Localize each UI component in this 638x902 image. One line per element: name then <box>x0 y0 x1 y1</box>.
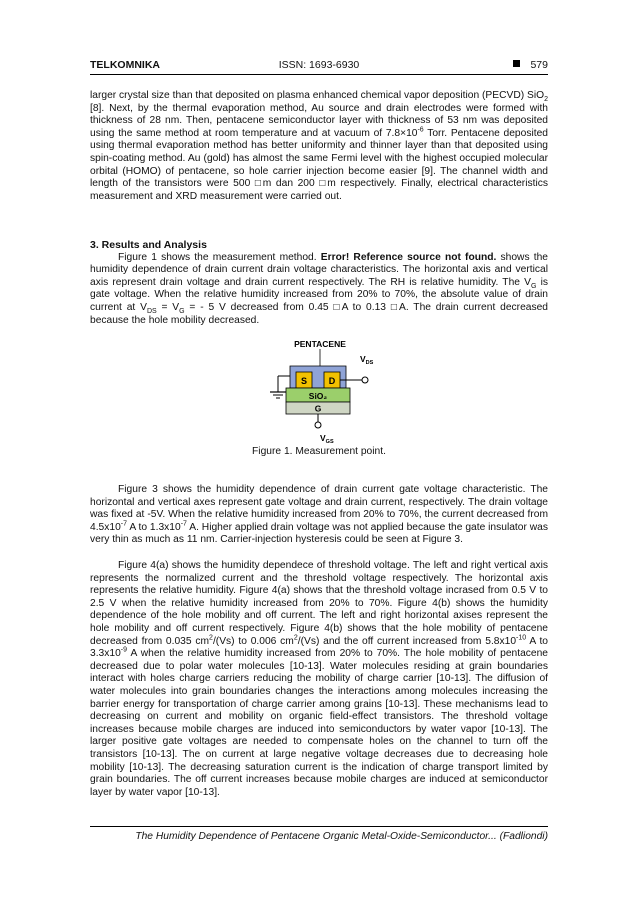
vgs-terminal <box>315 422 321 428</box>
square-bullet-icon <box>513 60 520 67</box>
figure3-paragraph: Figure 3 shows the humidity dependence of drain current gate voltage characteristic. The horizontal and vertical axes represent gate voltage and drain current, respectively. The drain voltage was fixed at -5V. When the relative humidity increased from 20% to 70%, the current decreased from $4.5x10^{-7}$ A to $1.3x10^{-7}$ A. Higher applied drain voltage was not applied because the gate insulator was very thin as much as 11 nm. Carrier-injection hysteresis could be seen at Figure 3. <box>90 484 548 546</box>
page-header <box>90 58 548 75</box>
reference-error: Error! Reference source not found. <box>320 251 497 263</box>
issn: ISSN: 1693-6930 <box>278 59 360 71</box>
results-section <box>90 239 548 327</box>
figure-caption: Figure 1. Measurement point. <box>252 446 386 457</box>
results-paragraph: Figure 1 shows the measurement method. Error! Reference source not found. shows the humidity dependence of drain current drain voltage characteristics. The horizontal axis and vertical axis represent drain voltage and drain current respectively. The RH is relative humidity. The $V_G$ is gate voltage. When the relative humidity increased from 20% to 70%, the absolute value of drain current at $V_{DS} = V_G$ = - 5 V decreased from 0.45 □A to 0.13 □A. The drain current decreased because the hole mobility decreased. <box>90 251 549 326</box>
sio2-label: SiO₂ <box>308 391 328 401</box>
page-number: 579 <box>530 59 548 71</box>
pentacene-label: PENTACENE <box>294 339 346 349</box>
measurement-diagram <box>266 338 384 444</box>
gate-label: G <box>314 403 322 414</box>
journal-name: TELKOMNIKA <box>90 59 160 71</box>
intro-paragraph: larger crystal size than that deposited on plasma enhanced chemical vapor deposition (PECVD) SiO$_2$ [8]. Next, by the thermal evaporation method, Au source and drain electrodes were formed with thickness of 28 nm. Then, pentacene semiconductor layer with thickness of 53 nm was deposited using the same method at room temperature and at vacuum of $7.8\times 10^{-6}$ Torr. Pentacene deposited using thermal evaporation method has better uniformity and thinner layer than that deposited using spin-coating method. Au (gold) has almost the same Fermi level with the highest occupied molecular orbital (HOMO) of pentacene, so hole carrier injection become easier [9]. The channel width and length of the transistors were 500 □m dan 200 □m respectively. Finally, electrical characteristics measurement and XRD measurement were carried out. <box>90 90 548 202</box>
vgs-label: $V_{GS}$ <box>320 433 334 444</box>
vds-label: $V_{DS}$ <box>360 354 374 366</box>
vds-terminal <box>362 377 368 383</box>
page-footer: The Humidity Dependence of Pentacene Organic Metal-Oxide-Semiconductor... (Fadliondi) <box>90 826 548 842</box>
section-heading: 3. Results and Analysis <box>90 239 207 251</box>
page-number-group <box>513 59 548 71</box>
drain-label: D <box>328 376 336 386</box>
source-label: S <box>300 376 308 386</box>
figure4-paragraph: Figure 4(a) shows the humidity dependece of threshold voltage. The left and right vertical axis represents the normalized current and the threshold voltage respectively. The horizontal axis represents the relative humidity. Figure 4(a) shows that the threshold voltage incrased from 0.5 V to 2.5 V when the relative humidity increased from 20% to 70%. Figure 4(b) shows the humidity dependence of the hole mobility and off current. The left and right horizontal axises represent the hole mobility and off current respectively. Figure 4(b) shows that the hole mobility of pentacene decreased from 0.035 $cm^2/(Vs)$ to 0.006 $cm^2/(Vs)$ and the off current increased from $5.8x10^{-10}$ A to $3.3x10^{-9}$ A when the relative humidity increased from 20% to 70%. The hole mobility of pentacene decreased due to polar water molecules [10-13]. Water molecules residing at grain boundaries interact with holes charge carriers reducing the mobility of charge carrier [10-13]. The diffusion of water molecules into grain boundaries changes the interactions among molecules increasing the barrier energy for transportation of charge carrier among grains [10-13]. These mechanisms lead to decreasing on current and mobility on organic field-effect transistors. The threshold voltage increases because mobile charges are induced into semiconductors by water vapor [10-13]. The larger positive gate voltages are needed to compensate holes on the channel to turn off the transistors [10-13]. The on current at large negative voltage decreases due to decreasing hole mobility [10-13]. The decreasing saturation current is the indication of charge transport limited by grain boundaries. The off current increases because mobile charges are induced at semiconductor layer by water vapor [10-13]. <box>90 560 548 798</box>
